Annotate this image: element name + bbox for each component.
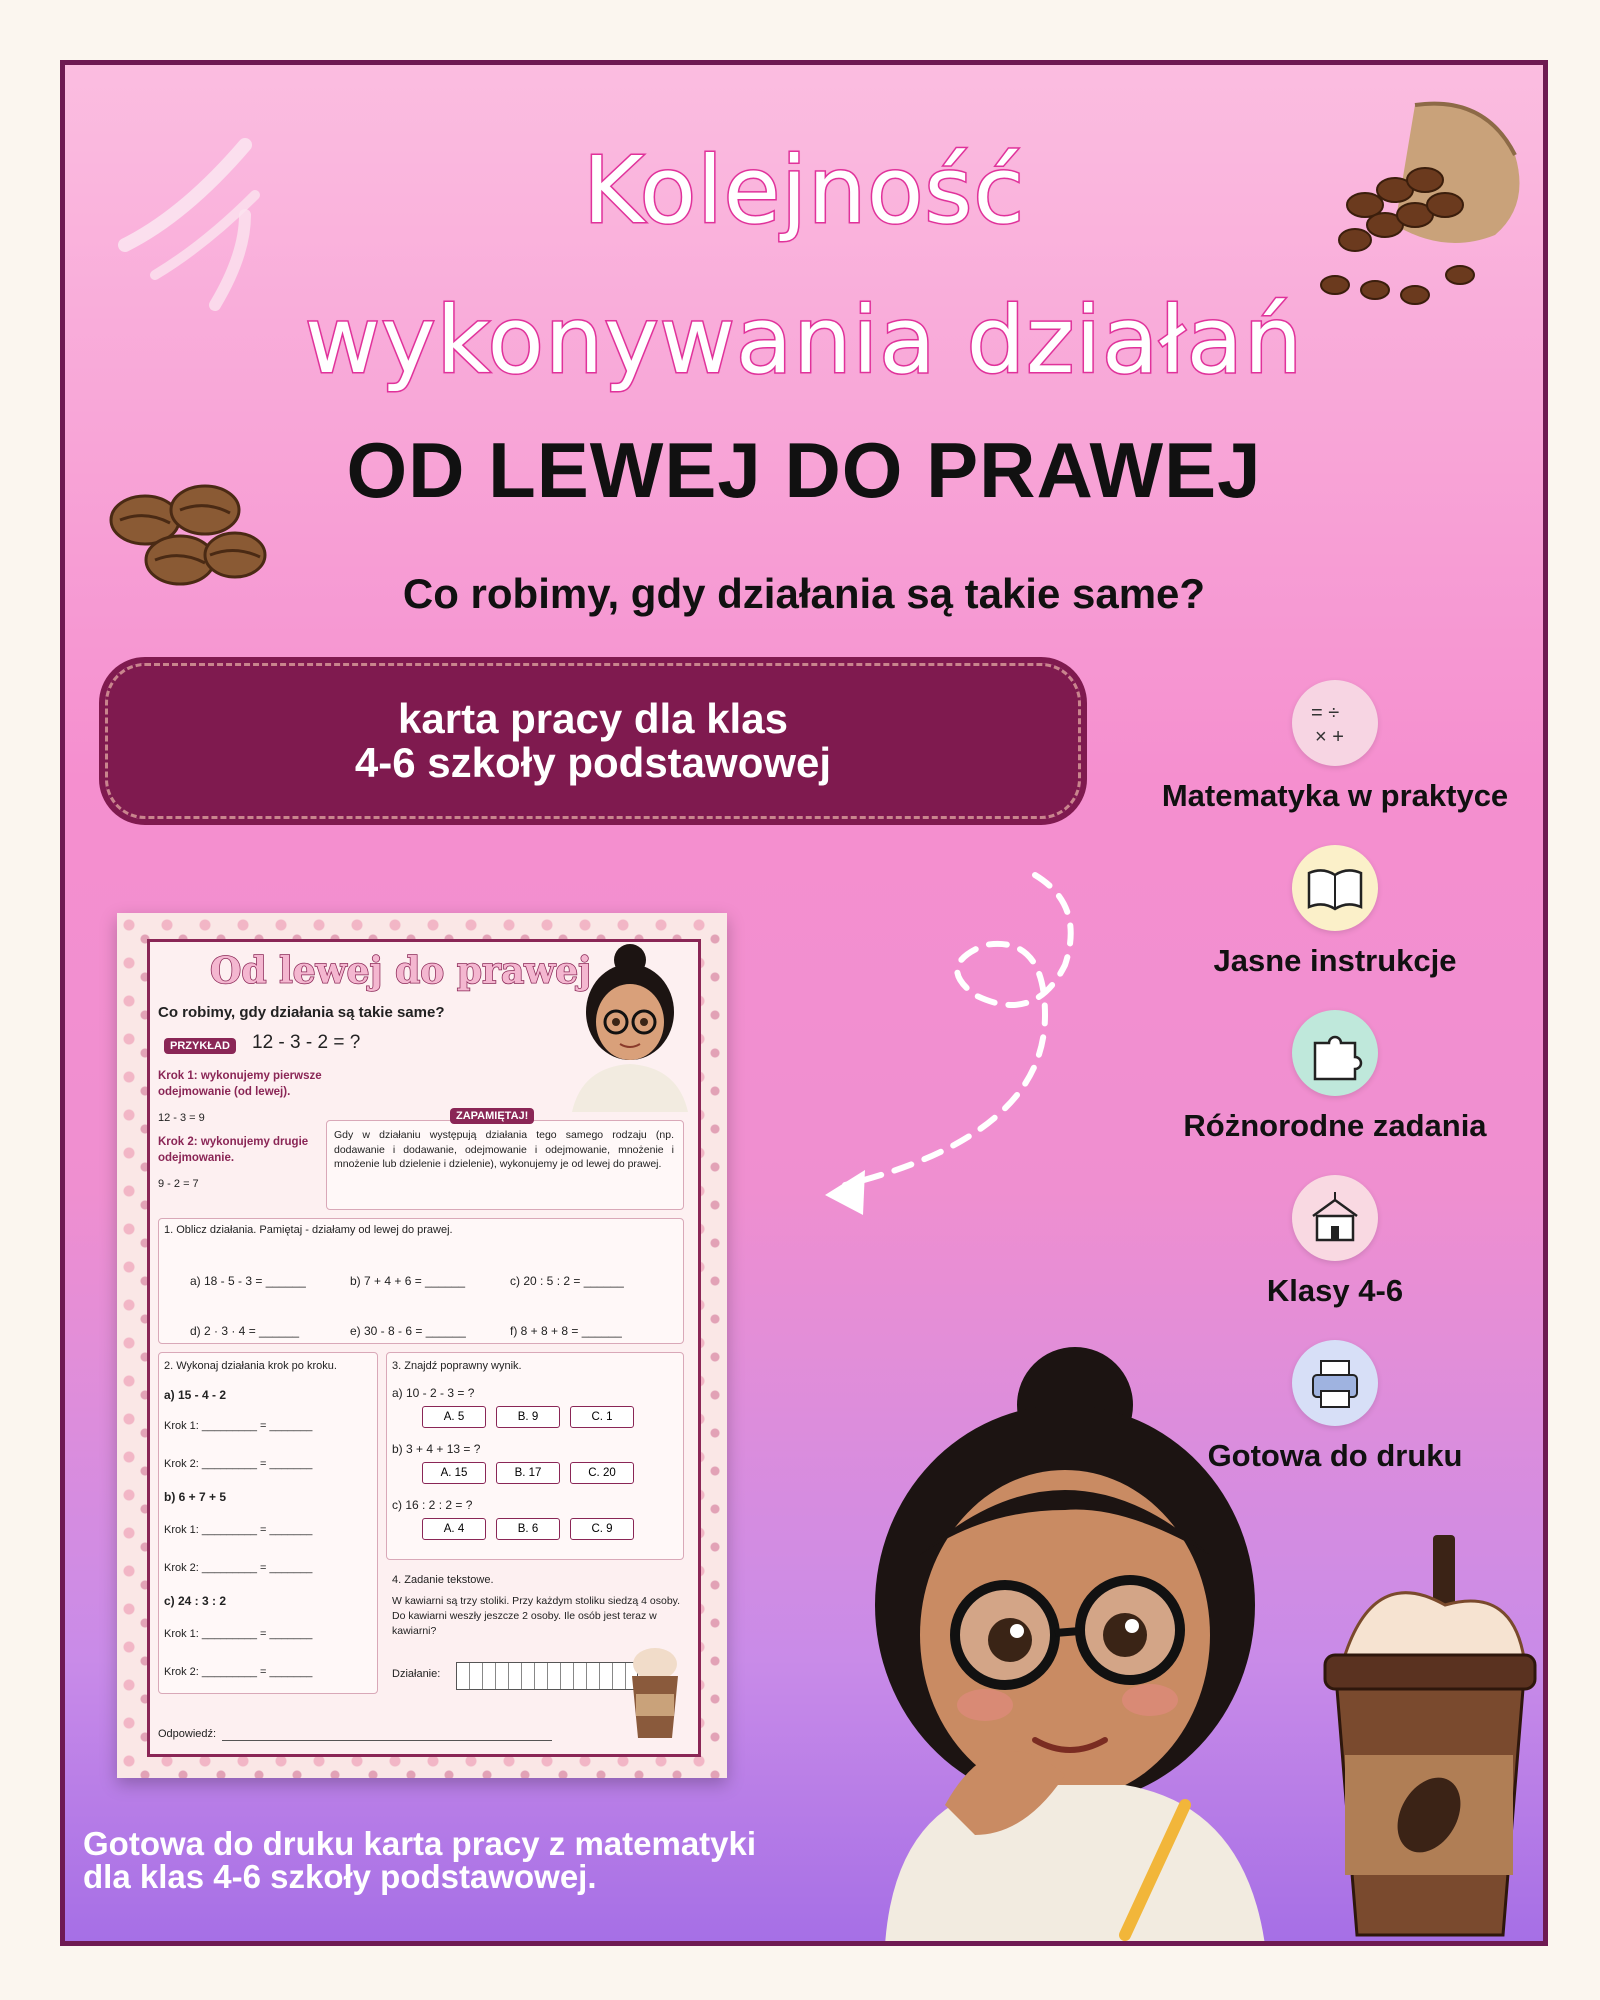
banner-line-2: 4-6 szkoły podstawowej [354,739,832,786]
puzzle-icon [1292,1010,1378,1096]
feature-varied-tasks [1125,1010,1545,1144]
exercise-4-label: Działanie: [392,1668,441,1680]
worksheet-title: Od lewej do prawej [210,950,592,992]
iced-coffee-small-icon [620,1642,690,1742]
exercise-3-question: c) 16 : 2 : 2 = ? [392,1498,473,1512]
exercise-1-item: e) 30 - 8 - 6 = ______ [350,1324,466,1338]
worksheet-preview [117,913,727,1778]
feature-label: Klasy 4-6 [1266,1273,1404,1308]
exercise-2-step: Krok 2: _________ = _______ [164,1666,313,1678]
exercise-4-text: W kawiarni są trzy stoliki. Przy każdym stoliku siedzą 4 osoby. Do kawiarni weszły jeszcze 2 osoby. Ile osób jest teraz w kawiarni? [392,1595,681,1638]
exercise-1-title: 1. Oblicz działania. Pamiętaj - działamy od lewej do prawej. [164,1224,453,1236]
exercise-3-question: b) 3 + 4 + 13 = ? [392,1442,481,1456]
worksheet-question: Co robimy, gdy działania są takie same? [158,1004,445,1021]
exercise-2-step: Krok 1: _________ = _______ [164,1524,313,1536]
subheading: OD LEWEJ DO PRAWEJ [346,426,1262,514]
exercise-2-head: b) 6 + 7 + 5 [164,1490,227,1504]
math-symbols-icon [1292,680,1378,766]
exercise-2-step: Krok 1: _________ = _______ [164,1420,313,1432]
svg-text:× +: × + [1315,726,1344,748]
answer-label: Odpowiedź: [158,1728,217,1740]
example-tag: PRZYKŁAD [164,1038,236,1054]
printer-icon [1292,1340,1378,1426]
worksheet-page [147,939,701,1757]
exercise-2-title: 2. Wykonaj działania krok po kroku. [164,1360,337,1372]
exercise-2-box [158,1352,378,1694]
footer-line-2: dla klas 4-6 szkoły podstawowej. [83,1858,597,1895]
title-line-1: Kolejność [583,137,1025,244]
exercise-3-title: 3. Znajdź poprawny wynik. [392,1360,522,1372]
exercise-2-head: a) 15 - 4 - 2 [164,1388,227,1402]
feature-grades [1125,1175,1545,1309]
answer-option[interactable]: A. 4 [422,1518,486,1540]
answer-option[interactable]: B. 9 [496,1406,560,1428]
answer-option[interactable]: C. 9 [570,1518,634,1540]
exercise-1-item: a) 18 - 5 - 3 = ______ [190,1274,306,1288]
exercise-4-title: 4. Zadanie tekstowe. [392,1574,494,1586]
exercise-2-step: Krok 1: _________ = _______ [164,1628,313,1640]
step-2-text: Krok 2: wykonujemy drugie odejmowanie. [158,1136,309,1165]
exercise-2-step: Krok 2: _________ = _______ [164,1562,313,1574]
dashed-arrow-decoration [785,855,1165,1275]
exercise-3-question: a) 10 - 2 - 3 = ? [392,1386,475,1400]
exercise-1-item: c) 20 : 5 : 2 = ______ [510,1274,624,1288]
open-book-icon [1292,845,1378,931]
exercise-2-step: Krok 2: _________ = _______ [164,1458,313,1470]
footer-text [83,1827,943,1893]
calculation-grid[interactable] [456,1662,638,1690]
grade-banner [105,663,1081,819]
step-1-result: 12 - 3 = 9 [158,1112,205,1124]
answer-option[interactable]: B. 6 [496,1518,560,1540]
footer-line-1: Gotowa do druku karta pracy z matematyki [83,1825,757,1862]
remember-text: Gdy w działaniu występują działania tego samego rodzaju (np. dodawanie i dodawanie, odejmowanie i odejmowanie, mnożenie i mnożenie lub dzielenie i dzielenie), wykonujemy je od lewej do prawej. [334,1129,674,1171]
iced-coffee-icon [1305,1525,1545,1945]
school-icon [1292,1175,1378,1261]
answer-option[interactable]: B. 17 [496,1462,560,1484]
answer-option[interactable]: C. 1 [570,1406,634,1428]
poster [60,60,1548,1946]
banner-line-1: karta pracy dla klas [398,694,788,742]
exercise-1-item: b) 7 + 4 + 6 = ______ [350,1274,466,1288]
remember-tag: ZAPAMIĘTAJ! [450,1108,534,1124]
feature-label: Matematyka w praktyce [1161,778,1509,813]
question-text: Co robimy, gdy działania są takie same? [402,570,1206,617]
girl-illustration-small [552,942,692,1112]
answer-option[interactable]: C. 20 [570,1462,634,1484]
step-1-text: Krok 1: wykonujemy pierwsze odejmowanie (od lewej). [158,1070,322,1099]
feature-label: Jasne instrukcje [1213,943,1457,978]
feature-label: Różnorodne zadania [1183,1108,1487,1143]
title-line-2: wykonywania działań [304,287,1304,394]
feature-clear-instructions [1125,845,1545,979]
feature-math-in-practice [1125,680,1545,814]
exercise-1-item: d) 2 · 3 · 4 = ______ [190,1324,300,1338]
step-2-result: 9 - 2 = 7 [158,1178,199,1190]
answer-option[interactable]: A. 15 [422,1462,486,1484]
exercise-2-head: c) 24 : 3 : 2 [164,1594,227,1608]
answer-option[interactable]: A. 5 [422,1406,486,1428]
feature-label: Gotowa do druku [1207,1438,1463,1473]
example-expression: 12 - 3 - 2 = ? [252,1032,361,1053]
exercise-1-item: f) 8 + 8 + 8 = ______ [510,1324,622,1338]
svg-text:= ÷: = ÷ [1311,702,1340,724]
answer-line[interactable] [222,1740,552,1741]
